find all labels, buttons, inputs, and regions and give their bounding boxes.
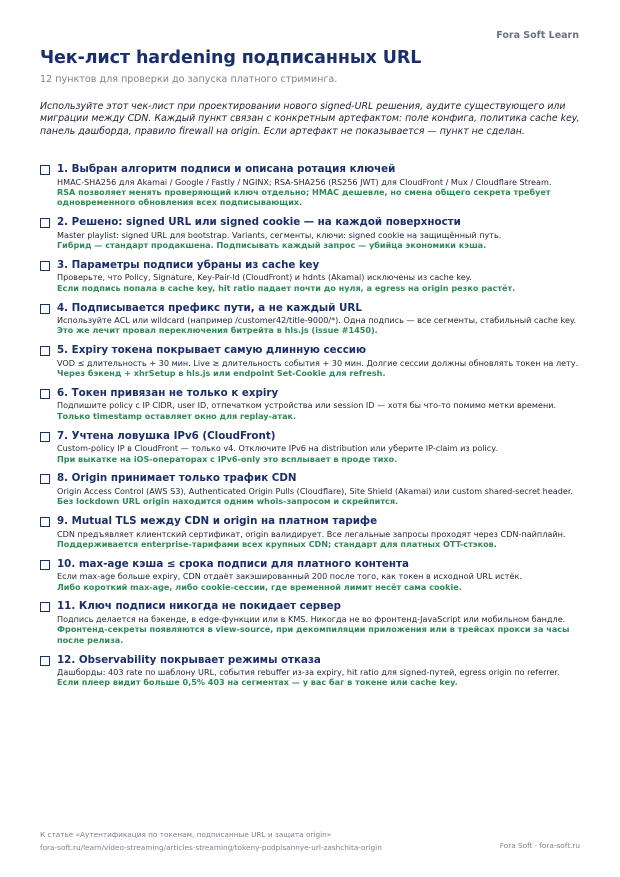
- item-description: Подпишите policy с IP CIDR, user ID, отпечатком устройства или session ID — хотя бы что-то помимо метки времени.: [57, 400, 557, 411]
- item-description: Custom-policy IP в CloudFront — только v4. Отключите IPv6 на distribution или уберите IP-claim из policy.: [57, 443, 498, 454]
- item-description: HMAC-SHA256 для Akamai / Google / Fastly / NGINX; RSA-SHA256 (RS256 JWT) для CloudFront / Mux / Cloudflare Stream.: [57, 176, 552, 187]
- checklist-item: [40, 343, 588, 378]
- item-note: RSA позволяет менять проверяющий ключ отдельно; HMAC дешевле, но смена общего секрета требует одновременного обновления всех подписывающих.: [57, 186, 551, 208]
- checkbox[interactable]: [40, 517, 50, 527]
- brand-label: Fora Soft Learn: [496, 30, 579, 41]
- item-title: 6. Токен привязан не только к expiry: [57, 386, 279, 399]
- item-note: Если плеер видит больше 0,5% 403 на сегментах — у вас баг в токене или cache key.: [57, 677, 458, 688]
- checkbox[interactable]: [40, 304, 50, 314]
- checklist-item: [40, 514, 588, 549]
- item-note: Гибрид — стандарт продакшена. Подписывать каждый запрос — убийца экономики кэша.: [57, 240, 487, 251]
- checklist-item: [40, 301, 588, 336]
- checkbox[interactable]: [40, 389, 50, 399]
- item-title: 4. Подписывается префикс пути, а не каждый URL: [57, 301, 362, 314]
- checklist-item: [40, 429, 588, 464]
- item-title: 1. Выбран алгоритм подписи и описана ротация ключей: [57, 163, 396, 175]
- checklist: [40, 162, 588, 695]
- checklist-item: [40, 471, 588, 506]
- item-note: Если подпись попала в cache key, hit ratio падает почти до нуля, а egress на origin резко растёт.: [57, 282, 516, 293]
- item-description: Проверьте, что Policy, Signature, Key-Pair-Id (CloudFront) и hdnts (Akamai) исключены из cache key.: [57, 272, 472, 283]
- item-title: 11. Ключ подписи никогда не покидает сервер: [57, 600, 342, 613]
- item-description: Используйте ACL или wildcard (например /customer42/title-9000/*). Одна подпись — все сегменты, стабильный cache key.: [57, 315, 577, 326]
- item-title: 9. Mutual TLS между CDN и origin на платном тарифе: [57, 515, 378, 528]
- item-title: 3. Параметры подписи убраны из cache key: [57, 258, 320, 271]
- item-note: Либо короткий max-age, либо cookie-сессии, где временной лимит несёт сама cookie.: [57, 581, 462, 592]
- page-title: Чек-лист hardening подписанных URL: [40, 48, 422, 68]
- item-title: 2. Решено: signed URL или signed cookie — на каждой поверхности: [57, 216, 461, 229]
- checklist-item: [40, 162, 588, 208]
- checkbox[interactable]: [40, 474, 50, 484]
- checkbox[interactable]: [40, 165, 50, 175]
- item-note: Без lockdown URL origin находится одним whois-запросом и скрейпится.: [57, 496, 399, 507]
- checkbox[interactable]: [40, 602, 50, 612]
- item-note: При выкатке на iOS-операторах с IPv6-only это всплывает в проде тихо.: [57, 453, 398, 464]
- item-note: Только timestamp оставляет окно для replay-атак.: [57, 410, 297, 421]
- item-title: 8. Origin принимает только трафик CDN: [57, 472, 297, 485]
- footer-article-url[interactable]: fora-soft.ru/learn/video-streaming/articles-streaming/tokeny-podpisannye-url-zashchita-origin: [40, 842, 382, 852]
- item-description: Master playlist: signed URL для bootstrap. Variants, сегменты, ключи: signed cookie на защищённый путь.: [57, 229, 502, 240]
- intro-paragraph: Используйте этот чек-лист при проектировании нового signed-URL решения, аудите существующего или миграции между CDN. Каждый пункт связан с конкретным артефактом: поле конфига, политика cache key, панель дашборда, правило firewall на origin. Если артефакт не показывается — пункт не сделан.: [40, 101, 580, 137]
- item-description: Origin Access Control (AWS S3), Authenticated Origin Pulls (Cloudflare), Site Shield (Akamai) или custom shared-secret header.: [57, 485, 574, 496]
- item-note: Через бэкенд + xhrSetup в hls.js или endpoint Set-Cookie для refresh.: [57, 368, 386, 379]
- checklist-item: [40, 653, 588, 688]
- checklist-item: [40, 386, 588, 421]
- footer-credit: Fora Soft · fora-soft.ru: [499, 841, 580, 850]
- page-subtitle: 12 пунктов для проверки до запуска платного стриминга.: [40, 74, 338, 85]
- item-title: 12. Observability покрывает режимы отказа: [57, 653, 321, 666]
- checkbox[interactable]: [40, 218, 50, 228]
- item-note: Поддерживается enterprise-тарифами всех крупных CDN; стандарт для платных OTT-стэков.: [57, 538, 497, 549]
- checklist-item: [40, 215, 588, 250]
- item-title: 10. max-age кэша ≤ срока подписи для платного контента: [57, 557, 409, 570]
- item-note: Фронтенд-секреты появляются в view-source, при декомпиляции приложения или в трейсах прокси за часы после релиза.: [57, 624, 570, 645]
- item-title: 5. Expiry токена покрывает самую длинную сессию: [57, 344, 367, 357]
- footer-article-title: К статье «Аутентификация по токенам, подписанные URL и защита origin»: [40, 830, 332, 839]
- item-title: 7. Учтена ловушка IPv6 (CloudFront): [57, 429, 276, 442]
- footer-source: [40, 829, 382, 854]
- item-description: CDN предъявляет клиентский сертификат, origin валидирует. Все легальные запросы проходят через CDN-пайплайн.: [57, 528, 566, 539]
- checklist-item: [40, 599, 588, 645]
- checkbox[interactable]: [40, 560, 50, 570]
- checklist-item: [40, 557, 588, 592]
- checkbox[interactable]: [40, 346, 50, 356]
- item-description: Подпись делается на бэкенде, в edge-функции или в KMS. Никогда не во фронтенд-JavaScript или мобильном бандле.: [57, 613, 566, 624]
- item-description: Дашборды: 403 rate по шаблону URL, события rebuffer из-за expiry, hit ratio для signed-путей, egress origin по referrer.: [57, 667, 560, 678]
- checkbox[interactable]: [40, 656, 50, 666]
- item-note: Это же лечит провал переключения битрейта в hls.js (issue #1450).: [57, 325, 378, 336]
- checkbox[interactable]: [40, 432, 50, 442]
- checkbox[interactable]: [40, 261, 50, 271]
- item-description: Если max-age больше expiry, CDN отдаёт закэшированный 200 после того, как токен в исходной URL истёк.: [57, 571, 522, 582]
- item-description: VOD ≤ длительность + 30 мин. Live ≥ длительность события + 30 мин. Долгие сессии должны обновлять токен на лету.: [57, 357, 579, 368]
- checklist-item: [40, 258, 588, 293]
